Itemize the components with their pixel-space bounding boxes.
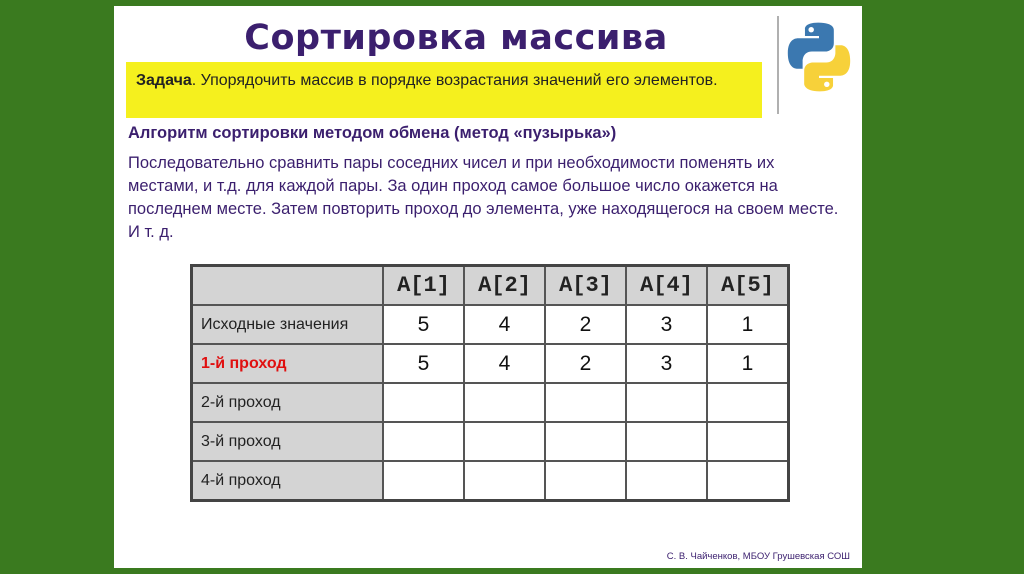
sorting-table xyxy=(190,264,790,502)
slide xyxy=(114,6,862,568)
algorithm-description: Последовательно сравнить пары соседних чисел и при необходимости поменять их местами, и т.д. для каждой пары. За один проход самое большое число окажется на последнем месте. Затем повторить проход до элемента, уже находящегося на своем месте. И т. д. xyxy=(128,154,839,241)
column-header: A[3] xyxy=(545,266,626,306)
row-label-highlighted: 1-й проход xyxy=(192,344,384,383)
row-label: Исходные значения xyxy=(192,305,384,344)
table-row xyxy=(192,461,789,501)
python-logo-icon xyxy=(780,18,858,96)
task-text: . Упорядочить массив в порядке возрастания значений его элементов. xyxy=(191,72,718,89)
table-cell xyxy=(464,383,545,422)
row-label: 3-й проход xyxy=(192,422,384,461)
column-header: A[1] xyxy=(383,266,464,306)
table-row xyxy=(192,422,789,461)
table-cell: 4 xyxy=(464,305,545,344)
table-cell: 4 xyxy=(464,344,545,383)
table-cell xyxy=(545,422,626,461)
table-cell: 2 xyxy=(545,344,626,383)
task-label: Задача xyxy=(136,72,192,89)
table-cell: 5 xyxy=(383,344,464,383)
table-cell xyxy=(464,422,545,461)
table-cell xyxy=(626,383,707,422)
column-header: A[4] xyxy=(626,266,707,306)
table-row xyxy=(192,305,789,344)
table-cell xyxy=(626,422,707,461)
task-box xyxy=(126,62,762,118)
row-label: 4-й проход xyxy=(192,461,384,501)
author-credit: С. В. Чайченков, МБОУ Грушевская СОШ xyxy=(666,551,850,562)
table-cell: 3 xyxy=(626,305,707,344)
slide-title: Сортировка массива xyxy=(244,18,668,58)
table-cell xyxy=(545,461,626,501)
table-cell xyxy=(707,422,789,461)
table-header-row xyxy=(192,266,789,306)
table-cell: 1 xyxy=(707,344,789,383)
table-cell xyxy=(626,461,707,501)
table-cell xyxy=(383,422,464,461)
table-cell xyxy=(383,383,464,422)
row-label: 2-й проход xyxy=(192,383,384,422)
table-corner-cell xyxy=(192,266,384,306)
column-header: A[5] xyxy=(707,266,789,306)
table-cell xyxy=(707,461,789,501)
algorithm-heading: Алгоритм сортировки методом обмена (метод «пузырька») xyxy=(128,124,617,142)
table-cell xyxy=(464,461,545,501)
table-cell: 2 xyxy=(545,305,626,344)
table-cell: 1 xyxy=(707,305,789,344)
table-cell: 5 xyxy=(383,305,464,344)
table-row xyxy=(192,383,789,422)
table-cell xyxy=(707,383,789,422)
table-cell xyxy=(383,461,464,501)
table-cell xyxy=(545,383,626,422)
table-row xyxy=(192,344,789,383)
divider xyxy=(777,16,779,114)
table-cell: 3 xyxy=(626,344,707,383)
column-header: A[2] xyxy=(464,266,545,306)
